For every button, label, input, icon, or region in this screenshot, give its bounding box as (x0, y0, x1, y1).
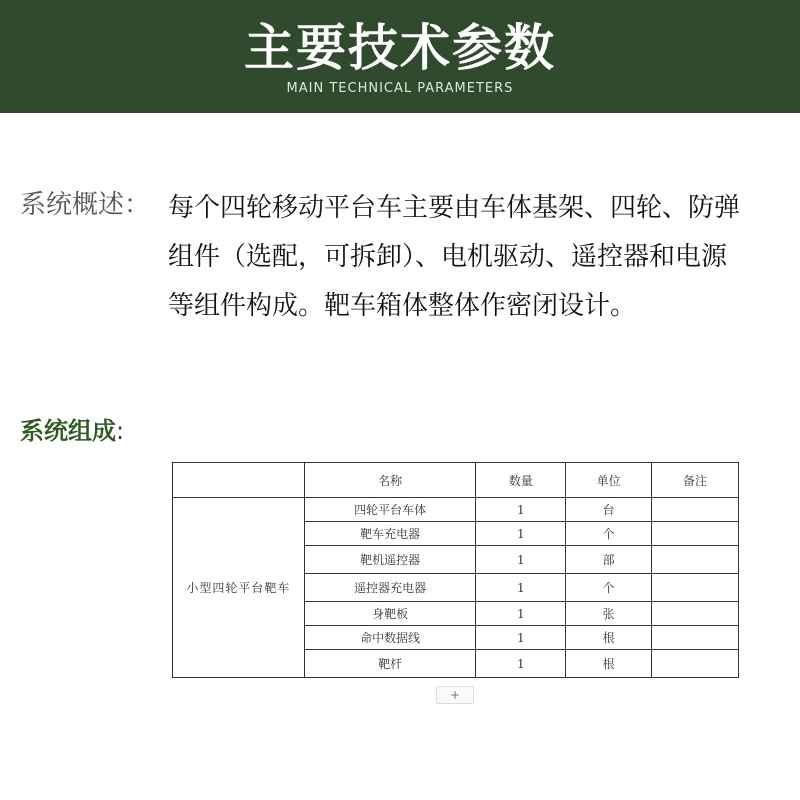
cell-quantity: 1 (476, 574, 566, 602)
cell-quantity: 1 (476, 522, 566, 546)
header-cell-unit: 单位 (566, 463, 652, 498)
cell-unit: 个 (566, 522, 652, 546)
cell-note (652, 546, 739, 574)
page-title: 主要技术参数 (244, 19, 556, 77)
cell-quantity: 1 (476, 498, 566, 522)
cell-note (652, 626, 739, 650)
header-cell-note: 备注 (652, 463, 739, 498)
cell-unit: 根 (566, 626, 652, 650)
cell-name: 遥控器充电器 (304, 574, 476, 602)
cell-quantity: 1 (476, 626, 566, 650)
cell-unit: 个 (566, 574, 652, 602)
overview-text: 每个四轮移动平台车主要由车体基架、四轮、防弹组件（选配，可拆卸）、电机驱动、遥控器和电源等组件构成。靶车箱体整体作密闭设计。 (168, 193, 741, 321)
cell-name: 靶机遥控器 (304, 546, 476, 574)
composition-colon: : (116, 417, 125, 445)
header-banner (0, 0, 800, 113)
cell-quantity: 1 (476, 546, 566, 574)
header-cell-quantity: 数量 (476, 463, 566, 498)
cell-note (652, 650, 739, 678)
overview-label: 系统概述： (20, 190, 151, 220)
cell-quantity: 1 (476, 602, 566, 626)
cell-quantity: 1 (476, 650, 566, 678)
group-cell: 小型四轮平台靶车 (173, 498, 305, 678)
cell-unit: 部 (566, 546, 652, 574)
cell-note (652, 498, 739, 522)
cell-name: 身靶板 (304, 602, 476, 626)
table-header-row (173, 463, 739, 498)
cell-unit: 根 (566, 650, 652, 678)
cell-unit: 张 (566, 602, 652, 626)
cell-name: 四轮平台车体 (304, 498, 476, 522)
cell-name: 靶车充电器 (304, 522, 476, 546)
cell-note (652, 602, 739, 626)
composition-heading (20, 414, 124, 448)
cell-unit: 台 (566, 498, 652, 522)
composition-label: 系统组成 (20, 417, 116, 445)
cell-name: 靶杆 (304, 650, 476, 678)
parameters-table (172, 462, 739, 678)
cell-note (652, 574, 739, 602)
cell-note (652, 522, 739, 546)
add-row-button[interactable]: + (436, 686, 474, 704)
cell-name: 命中数据线 (304, 626, 476, 650)
header-cell-name: 名称 (304, 463, 476, 498)
header-cell-group (173, 463, 305, 498)
page-subtitle: MAIN TECHNICAL PARAMETERS (286, 81, 514, 96)
table-row (173, 498, 739, 522)
